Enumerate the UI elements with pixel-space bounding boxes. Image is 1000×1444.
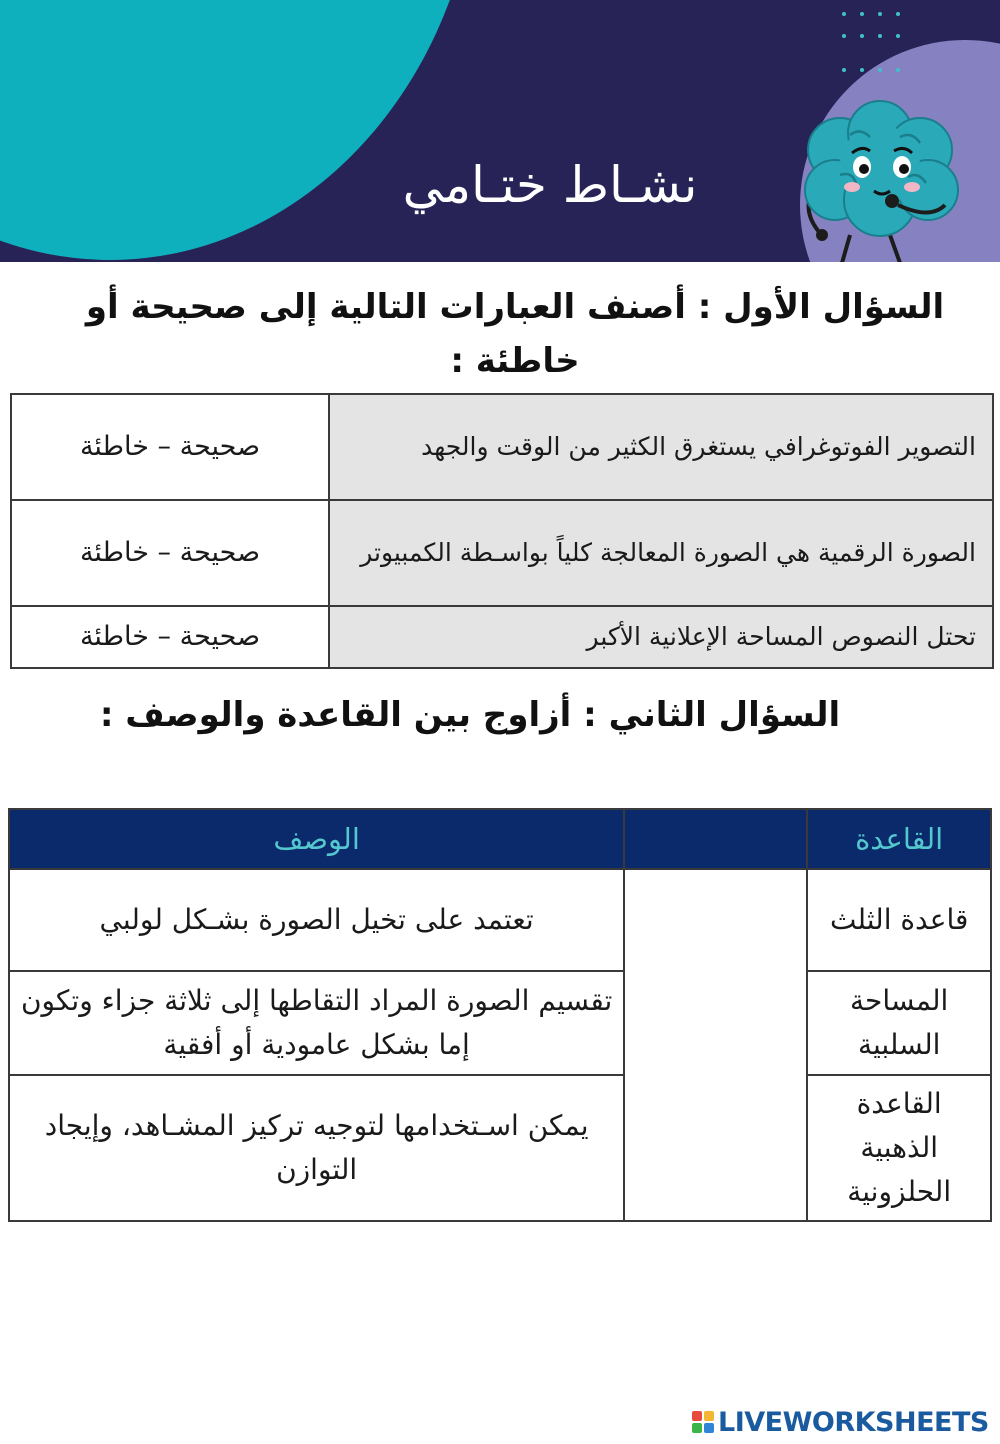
table-header-row xyxy=(9,809,991,869)
rule-cell: المساحة السلبية xyxy=(807,971,991,1075)
dots-pattern-icon xyxy=(838,8,998,78)
column-header-blank xyxy=(624,809,807,869)
table-row xyxy=(11,394,993,500)
statement-cell: تحتل النصوص المساحة الإعلانية الأكبر xyxy=(329,606,993,668)
table-row xyxy=(9,1075,991,1221)
table-row xyxy=(11,500,993,606)
description-cell[interactable]: تعتمد على تخيل الصورة بشـكل لولبي xyxy=(9,869,624,971)
matching-table xyxy=(8,808,992,1222)
liveworksheets-logo-icon xyxy=(692,1411,714,1433)
description-cell[interactable]: يمكن اسـتخدامها لتوجيه تركيز المشـاهد، وإيجاد التوازن xyxy=(9,1075,624,1221)
description-cell[interactable]: تقسيم الصورة المراد التقاطها إلى ثلاثة جزاء وتكون إما بشكل عامودية أو أفقية xyxy=(9,971,624,1075)
table-row xyxy=(11,606,993,668)
true-false-choice[interactable]: صحيحة – خاطئة xyxy=(11,500,329,606)
true-false-choice[interactable]: صحيحة – خاطئة xyxy=(11,394,329,500)
page-title: نشـاط ختـامي xyxy=(402,156,698,214)
true-false-table xyxy=(10,393,994,669)
rule-cell: القاعدة الذهبية الحلزونية xyxy=(807,1075,991,1221)
teal-shape xyxy=(0,0,480,260)
table-row xyxy=(9,869,991,971)
statement-cell: التصوير الفوتوغرافي يستغرق الكثير من الوقت والجهد xyxy=(329,394,993,500)
table-row xyxy=(9,971,991,1075)
column-header-rule: القاعدة xyxy=(807,809,991,869)
liveworksheets-logo[interactable] xyxy=(692,1402,989,1442)
header-banner xyxy=(0,0,1000,262)
question2-heading: السؤال الثاني : أزاوج بين القاعدة والوصف : xyxy=(99,695,841,735)
question1-heading: السؤال الأول : أصنف العبارات التالية إلى صحيحة أو خاطئة : xyxy=(85,287,945,381)
column-header-description: الوصف xyxy=(9,809,624,869)
true-false-choice[interactable]: صحيحة – خاطئة xyxy=(11,606,329,668)
rule-cell: قاعدة الثلث xyxy=(807,869,991,971)
brand-name: LIVEWORKSHEETS xyxy=(718,1406,989,1438)
matching-area[interactable] xyxy=(624,869,807,1221)
brain-mascot-icon xyxy=(780,95,980,262)
statement-cell: الصورة الرقمية هي الصورة المعالجة كلياً بواسـطة الكمبيوتر xyxy=(329,500,993,606)
